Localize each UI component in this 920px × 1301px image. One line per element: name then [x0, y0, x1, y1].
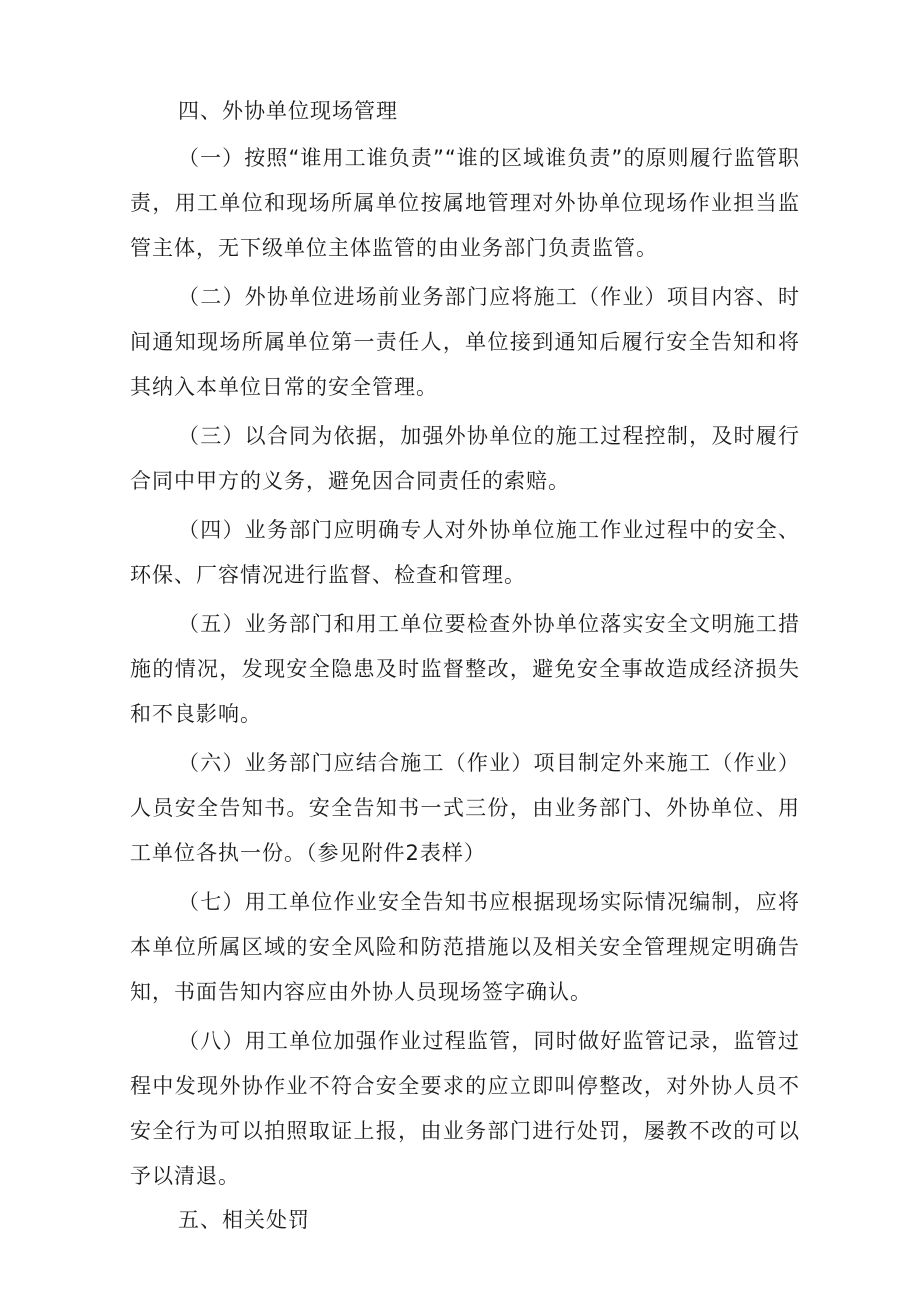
document-body	[130, 96, 800, 1245]
paragraph-1: （一）按照“谁用工谁负责”“谁的区域谁负责”的原则履行监管职责，用工单位和现场所属单位按属地管理对外协单位现场作业担当监管主体，无下级单位主体监管的由业务部门负责监管。	[130, 146, 800, 260]
paragraph-6: （六）业务部门应结合施工（作业）项目制定外来施工（作业）人员安全告知书。安全告知书一式三份，由业务部门、外协单位、用工单位各执一份。（参见附件2表样）	[130, 751, 800, 865]
section-heading-5: 五、相关处罚	[178, 1208, 310, 1232]
section-heading-4: 四、外协单位现场管理	[178, 99, 398, 123]
paragraph-7: （七）用工单位作业安全告知书应根据现场实际情况编制，应将本单位所属区域的安全风险和防范措施以及相关安全管理规定明确告知，书面告知内容应由外协人员现场签字确认。	[130, 890, 800, 1004]
paragraph-5: （五）业务部门和用工单位要检查外协单位落实安全文明施工措施的情况，发现安全隐患及时监督整改，避免安全事故造成经济损失和不良影响。	[130, 612, 800, 726]
paragraph-2: （二）外协单位进场前业务部门应将施工（作业）项目内容、时间通知现场所属单位第一责任人，单位接到通知后履行安全告知和将其纳入本单位日常的安全管理。	[130, 285, 800, 399]
paragraph-4: （四）业务部门应明确专人对外协单位施工作业过程中的安全、环保、厂容情况进行监督、检查和管理。	[130, 518, 800, 587]
paragraph-3: （三）以合同为依据，加强外协单位的施工过程控制，及时履行合同中甲方的义务，避免因合同责任的索赔。	[130, 424, 800, 493]
paragraph-8: （八）用工单位加强作业过程监管，同时做好监管记录，监管过程中发现外协作业不符合安全要求的应立即叫停整改，对外协人员不安全行为可以拍照取证上报，由业务部门进行处罚，屡教不改的可以予以清退。	[130, 1029, 800, 1188]
